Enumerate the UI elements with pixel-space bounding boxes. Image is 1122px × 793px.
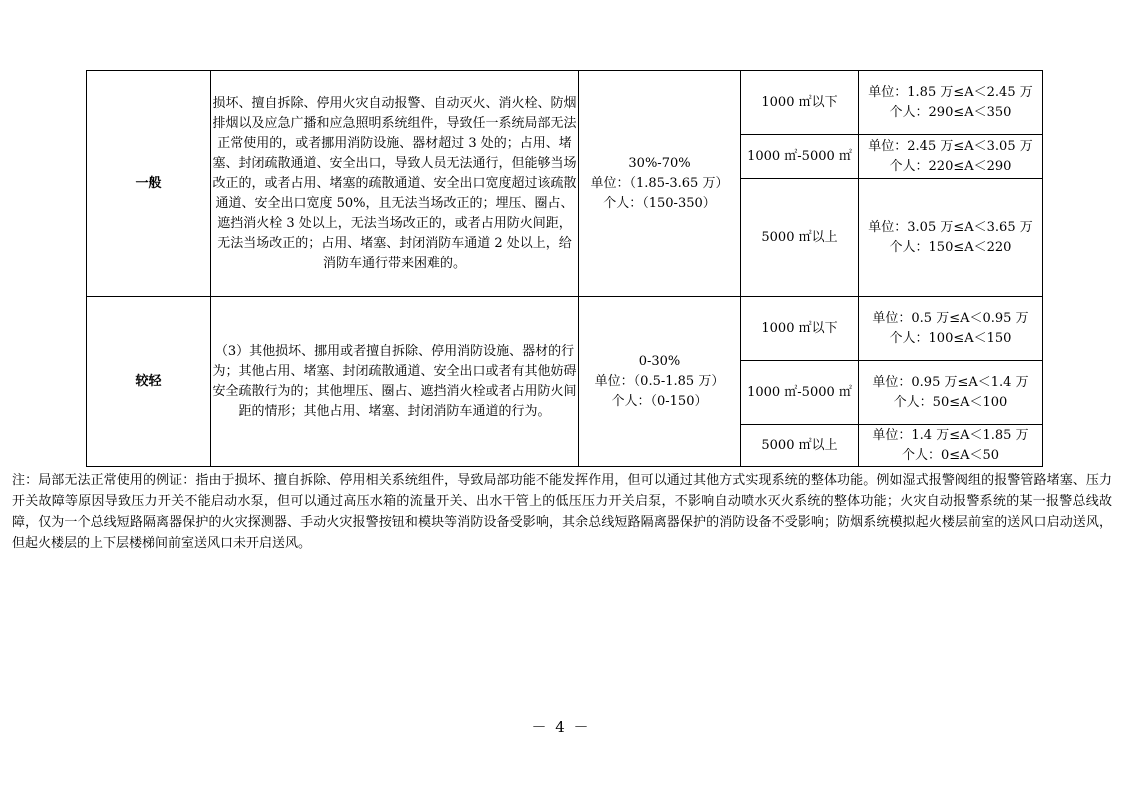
fine-unit-range: 单位：（1.85-3.65 万）	[590, 175, 729, 191]
fine-range-cell	[579, 297, 741, 467]
fine-percent: 0-30%	[638, 353, 681, 369]
unit-fine: 单位：1.4 万≤A＜1.85 万	[872, 427, 1029, 443]
fine-unit-range: 单位：（0.5-1.85 万）	[594, 373, 725, 389]
unit-fine: 单位：0.95 万≤A＜1.4 万	[872, 374, 1029, 390]
violation-description-cell	[211, 71, 579, 297]
fine-amount-cell	[859, 135, 1043, 179]
area-tier-cell: 5000 ㎡以上	[741, 179, 859, 297]
fine-person-range: 个人：（150-350）	[603, 195, 716, 211]
fine-amount-cell	[859, 71, 1043, 135]
area-tier-cell: 1000 ㎡-5000 ㎡	[741, 361, 859, 425]
person-fine: 个人：100≤A＜150	[889, 330, 1012, 346]
severity-level-cell: 较轻	[87, 297, 211, 467]
fine-percent: 30%-70%	[628, 155, 691, 171]
penalty-table	[86, 70, 1043, 467]
unit-fine: 单位：1.85 万≤A＜2.45 万	[868, 84, 1033, 100]
area-tier-cell: 1000 ㎡以下	[741, 297, 859, 361]
unit-fine: 单位：2.45 万≤A＜3.05 万	[868, 138, 1033, 154]
unit-fine: 单位：3.05 万≤A＜3.65 万	[868, 219, 1033, 235]
person-fine: 个人：290≤A＜350	[889, 104, 1012, 120]
fine-amount-cell	[859, 425, 1043, 467]
area-tier-cell: 1000 ㎡-5000 ㎡	[741, 135, 859, 179]
fine-range-cell	[579, 71, 741, 297]
table-row	[87, 71, 1043, 135]
fine-amount-cell	[859, 297, 1043, 361]
person-fine: 个人：150≤A＜220	[889, 239, 1012, 255]
fine-amount-cell	[859, 361, 1043, 425]
person-fine: 个人：50≤A＜100	[893, 394, 1008, 410]
person-fine: 个人：0≤A＜50	[901, 447, 1000, 463]
area-tier-cell: 1000 ㎡以下	[741, 71, 859, 135]
fine-amount-cell	[859, 179, 1043, 297]
person-fine: 个人：220≤A＜290	[889, 158, 1012, 174]
fine-person-range: 个人：（0-150）	[611, 393, 708, 409]
violation-description-cell	[211, 297, 579, 467]
table-row	[87, 297, 1043, 361]
violation-description: 损坏、擅自拆除、停用火灾自动报警、自动灭火、消火栓、防烟排烟以及应急广播和应急照明系统组件，导致任一系统局部无法正常使用的，或者挪用消防设施、器材超过 3 处的；占用、堵塞、封闭疏散通道、安全出口，导致人员无法通行，但能够当场改正的，或者占用、堵塞的疏散通道、安全出口宽度超过该疏散通道、安全出口宽度 50%，且无法当场改正的；埋压、圈占、遮挡消火栓 3 处以上，无法当场改正的，或者占用防火间距，无法当场改正的；占用、堵塞、封闭消防车通道 2 处以上，给消防车通行带来困难的。	[212, 95, 577, 271]
table-footnote: 注：局部无法正常使用的例证：指由于损坏、擅自拆除、停用相关系统组件，导致局部功能不能发挥作用，但可以通过其他方式实现系统的整体功能。例如湿式报警阀组的报警管路堵塞、压力开关故障等原因导致压力开关不能启动水泵，但可以通过高压水箱的流量开关、出水干管上的低压压力开关启泵，不影响自动喷水灭火系统的整体功能；火灾自动报警系统的某一报警总线故障，仅为一个总线短路隔离器保护的火灾探测器、手动火灾报警按钮和模块等消防设备受影响，其余总线短路隔离器保护的消防设备不受影响；防烟系统模拟起火楼层前室的送风口启动送风，但起火楼层的上下层楼梯间前室送风口未开启送风。	[12, 473, 1112, 551]
violation-description: （3）其他损坏、挪用或者擅自拆除、停用消防设施、器材的行为；其他占用、堵塞、封闭疏散通道、安全出口或者有其他妨碍安全疏散行为的；其他埋压、圈占、遮挡消火栓或者占用防火间距的情形；其他占用、堵塞、封闭消防车通道的行为。	[212, 343, 577, 419]
unit-fine: 单位：0.5 万≤A＜0.95 万	[872, 310, 1029, 326]
area-tier-cell: 5000 ㎡以上	[741, 425, 859, 467]
page-number: － 4 －	[531, 718, 591, 736]
severity-level-cell: 一般	[87, 71, 211, 297]
